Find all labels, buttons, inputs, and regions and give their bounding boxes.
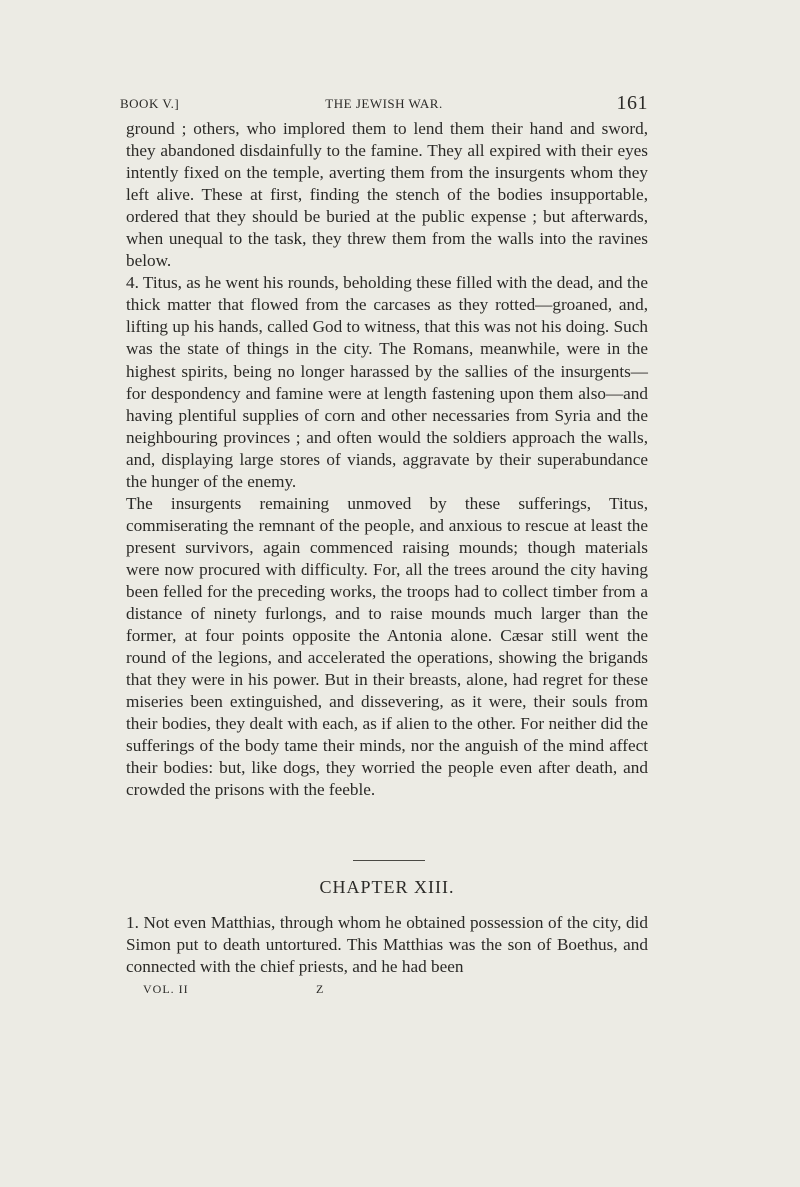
- running-head: [120, 92, 648, 116]
- section-divider: [353, 860, 425, 861]
- chapter-title: CHAPTER XIII.: [319, 877, 455, 897]
- chapter-text: [126, 912, 648, 978]
- book-label: BOOK V.]: [120, 96, 180, 111]
- chapter-paragraph: 1. Not even Matthias, through whom he obtained possession of the city, did Simon put to death untortured. This Matthias was the son of Boethus, and connected with the chief priests, and he had been: [126, 913, 648, 977]
- paragraph-continuation: ground ; others, who implored them to lend them their hand and sword, they abandoned disdainfully to the famine. They all expired with their eyes intently fixed on the temple, averting them from the insurgents whom they left alive. These at first, finding the stench of the bodies insupportable, ordered that they should be buried at the public expense ; but afterwards, when unequal to the task, they threw them from the walls into the ravines below.: [126, 119, 648, 271]
- volume-label: VOL. II: [143, 982, 189, 996]
- paragraph-section-4: 4. Titus, as he went his rounds, beholding these filled with the dead, and the thick matter that flowed from the carcases as they rotted—groaned, and, lifting up his hands, called God to witness, that this was not his doing. Such was the state of things in the city. The Romans, meanwhile, were in the highest spirits, being no longer harassed by the sallies of the insurgents—for despondency and famine were at length fastening upon them also—and having plentiful supplies of corn and other necessaries from Syria and the neighbouring provinces ; and often would the soldiers approach the walls, and, displaying large stores of viands, aggravate by their superabundance the hunger of the enemy.: [126, 273, 648, 491]
- body-text: [126, 118, 648, 801]
- paragraph-insurgents: The insurgents remaining unmoved by these sufferings, Titus, commiserating the remnant of the people, and anxious to rescue at least the present survivors, again commenced raising mounds; though materials were now procured with difficulty. For, all the trees around the city having been felled for the preceding works, the troops had to collect timber from a distance of ninety furlongs, and to raise mounds much larger than the former, at four points opposite the Antonia alone. Cæsar still went the round of the legions, and accelerated the operations, showing the brigands that they were in his power. But in their breasts, alone, had regret for these miseries been extinguished, and dissevering, as it were, their souls from their bodies, they dealt with each, as if alien to the other. For neither did the sufferings of the body tame their minds, nor the anguish of the mind affect their bodies: but, like dogs, they worried the people even after death, and crowded the prisons with the feeble.: [126, 493, 648, 800]
- signature-mark: Z: [316, 982, 325, 996]
- running-title: THE JEWISH WAR.: [325, 96, 443, 111]
- page-number: 161: [616, 92, 648, 114]
